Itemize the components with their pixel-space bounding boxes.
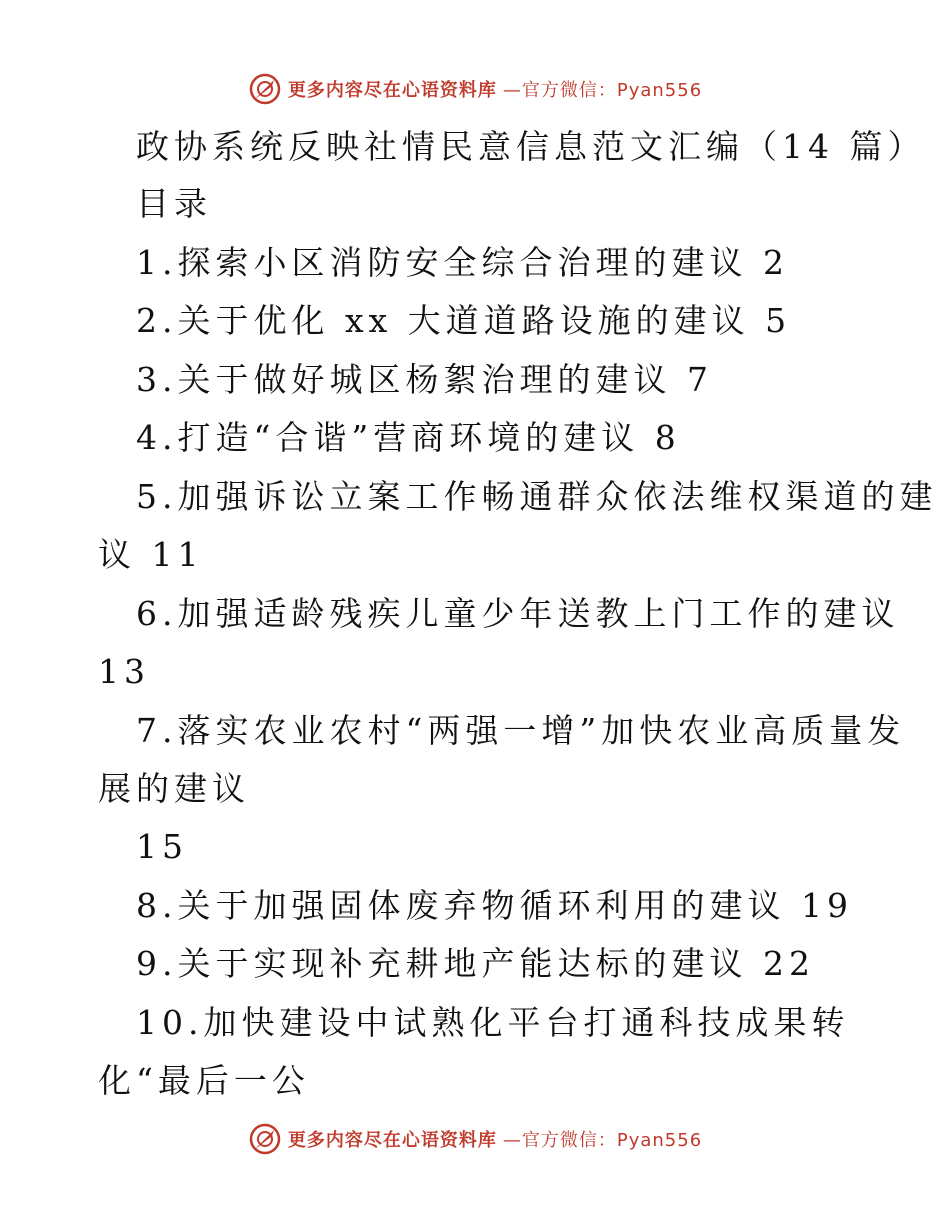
logo-icon <box>248 72 282 106</box>
banner-contact: —官方微信：Pyan556 <box>502 80 703 101</box>
toc-line: 7.落实农业农村“两强一增”加快农业高质量发 <box>136 711 906 750</box>
header-banner <box>0 72 950 106</box>
toc-line: 9.关于实现补充耕地产能达标的建议 22 <box>136 944 815 983</box>
toc-heading: 目录 <box>136 184 212 223</box>
toc-line: 5.加强诉讼立案工作畅通群众依法维权渠道的建 <box>136 477 938 516</box>
banner-contact: —官方微信：Pyan556 <box>502 1130 703 1151</box>
toc-line: 3.关于做好城区杨絮治理的建议 7 <box>136 360 713 399</box>
toc-line: 2.关于优化 xx 大道道路设施的建议 5 <box>136 301 792 340</box>
toc-line: 化“最后一公 <box>98 1061 310 1100</box>
toc-line: 15 <box>136 827 188 866</box>
toc-line: 4.打造“合谐”营商环境的建议 8 <box>136 418 681 457</box>
footer-banner <box>0 1122 950 1156</box>
toc-line: 展的建议 <box>98 769 250 808</box>
toc-line: 6.加强适龄残疾儿童少年送教上门工作的建议 <box>136 594 900 633</box>
banner-slogan: 更多内容尽在心语资料库 <box>287 1130 497 1151</box>
toc-line: 1.探索小区消防安全综合治理的建议 2 <box>136 243 789 282</box>
toc-line: 13 <box>98 652 150 691</box>
document-title: 政协系统反映社情民意信息范文汇编（14 篇） <box>136 127 926 166</box>
toc-line: 10.加快建设中试熟化平台打通科技成果转 <box>136 1003 850 1042</box>
banner-slogan: 更多内容尽在心语资料库 <box>287 80 497 101</box>
toc-line: 议 11 <box>98 535 204 574</box>
logo-icon <box>248 1122 282 1156</box>
toc-line: 8.关于加强固体废弃物循环利用的建议 19 <box>136 886 853 925</box>
